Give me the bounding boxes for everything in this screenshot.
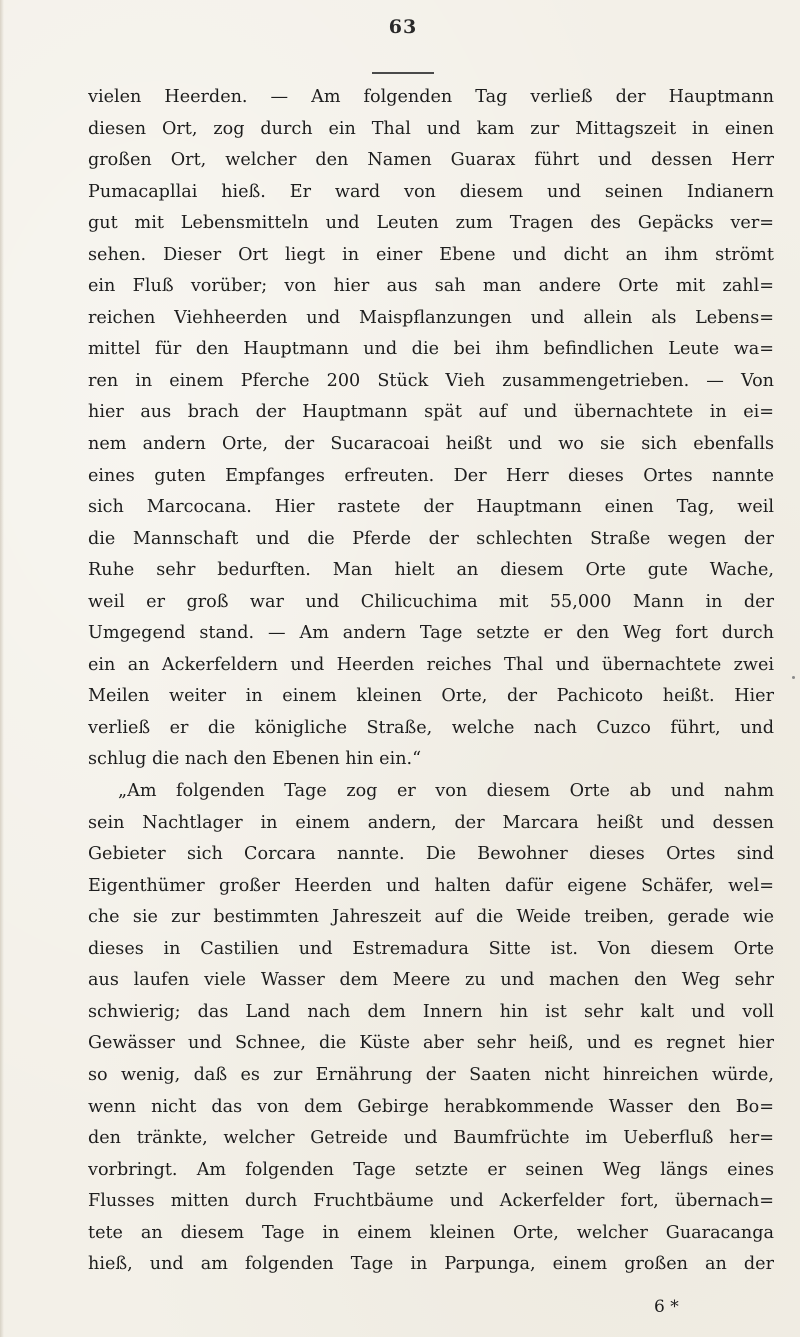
text-line: den tränkte, welcher Getreide und Baumfrüchte im Ueberfluß her= xyxy=(88,1128,774,1149)
text-line: Ruhe sehr bedurften. Man hielt an diesem Orte gute Wache, xyxy=(88,560,774,581)
text-line: vorbringt. Am folgenden Tage setzte er seinen Weg längs eines xyxy=(88,1159,774,1180)
text-line: sich Marcocana. Hier rastete der Hauptmann einen Tag, weil xyxy=(88,497,774,518)
text-line: sein Nachtlager in einem andern, der Marcara heißt und dessen xyxy=(88,812,774,833)
text-line: Pumacapllai hieß. Er ward von diesem und seinen Indianern xyxy=(88,181,774,202)
text-line: che sie zur bestimmten Jahreszeit auf die Weide treiben, gerade wie xyxy=(88,907,774,928)
text-line: Eigenthümer großer Heerden und halten dafür eigene Schäfer, wel= xyxy=(88,875,774,896)
text-line: ein Fluß vorüber; von hier aus sah man andere Orte mit zahl= xyxy=(88,276,774,297)
text-line: sehen. Dieser Ort liegt in einer Ebene und dicht an ihm strömt xyxy=(88,244,774,265)
text-line: diesen Ort, zog durch ein Thal und kam zur Mittagszeit in einen xyxy=(88,118,774,139)
text-line: Gewässer und Schnee, die Küste aber sehr heiß, und es regnet hier xyxy=(88,1033,774,1054)
text-line: ein an Ackerfeldern und Heerden reiches Thal und übernachtete zwei xyxy=(88,654,774,675)
text-line: reichen Viehheerden und Maispflanzungen und allein als Lebens= xyxy=(88,307,774,328)
text-line: dieses in Castilien und Estremadura Sitte ist. Von diesem Orte xyxy=(88,938,774,959)
text-line: nem andern Orte, der Sucaracoai heißt und wo sie sich ebenfalls xyxy=(88,434,774,455)
header-rule xyxy=(372,72,434,74)
text-line: mittel für den Hauptmann und die bei ihm befindlichen Leute wa= xyxy=(88,339,774,360)
text-line: Gebieter sich Corcara nannte. Die Bewohner dieses Ortes sind xyxy=(88,844,774,865)
text-line: Flusses mitten durch Fruchtbäume und Ackerfelder fort, übernach= xyxy=(88,1191,774,1212)
text-line: die Mannschaft und die Pferde der schlechten Straße wegen der xyxy=(88,528,774,549)
text-line: schwierig; das Land nach dem Innern hin ist sehr kalt und voll xyxy=(88,1001,774,1022)
text-line: wenn nicht das von dem Gebirge herabkommende Wasser den Bo= xyxy=(88,1096,774,1117)
text-line: verließ er die königliche Straße, welche nach Cuzco führt, und xyxy=(88,717,774,738)
text-line: eines guten Empfanges erfreuten. Der Herr dieses Ortes nannte xyxy=(88,465,774,486)
text-line: tete an diesem Tage in einem kleinen Orte, welcher Guaracanga xyxy=(88,1222,774,1243)
body-text xyxy=(88,82,774,1281)
text-line: so wenig, daß es zur Ernährung der Saaten nicht hinreichen würde, xyxy=(88,1064,774,1085)
text-line: Meilen weiter in einem kleinen Orte, der Pachicoto heißt. Hier xyxy=(88,686,774,707)
text-line: schlug die nach den Ebenen hin ein.“ xyxy=(88,749,422,770)
text-line: Umgegend stand. — Am andern Tage setzte er den Weg fort durch xyxy=(88,623,774,644)
text-line: vielen Heerden. — Am folgenden Tag verließ der Hauptmann xyxy=(88,87,774,107)
page-edge-shadow xyxy=(0,0,4,1337)
text-line: ren in einem Pferche 200 Stück Vieh zusammengetrieben. — Von xyxy=(88,370,774,391)
page-number: 63 xyxy=(388,16,418,38)
text-line: weil er groß war und Chilicuchima mit 55,000 Mann in der xyxy=(88,591,774,612)
text-line: gut mit Lebensmitteln und Leuten zum Tragen des Gepäcks ver= xyxy=(88,213,774,234)
text-line: großen Ort, welcher den Namen Guarax führt und dessen Herr xyxy=(88,150,774,171)
text-line: hieß, und am folgenden Tage in Parpunga, einem großen an der xyxy=(88,1254,774,1275)
text-line: hier aus brach der Hauptmann spät auf und übernachtete in ei= xyxy=(88,402,774,423)
text-line: „Am folgenden Tage zog er von diesem Orte ab und nahm xyxy=(118,781,774,802)
paper-speck xyxy=(792,676,795,679)
catchword: 6 * xyxy=(654,1297,679,1317)
text-line: aus laufen viele Wasser dem Meere zu und machen den Weg sehr xyxy=(88,970,774,991)
